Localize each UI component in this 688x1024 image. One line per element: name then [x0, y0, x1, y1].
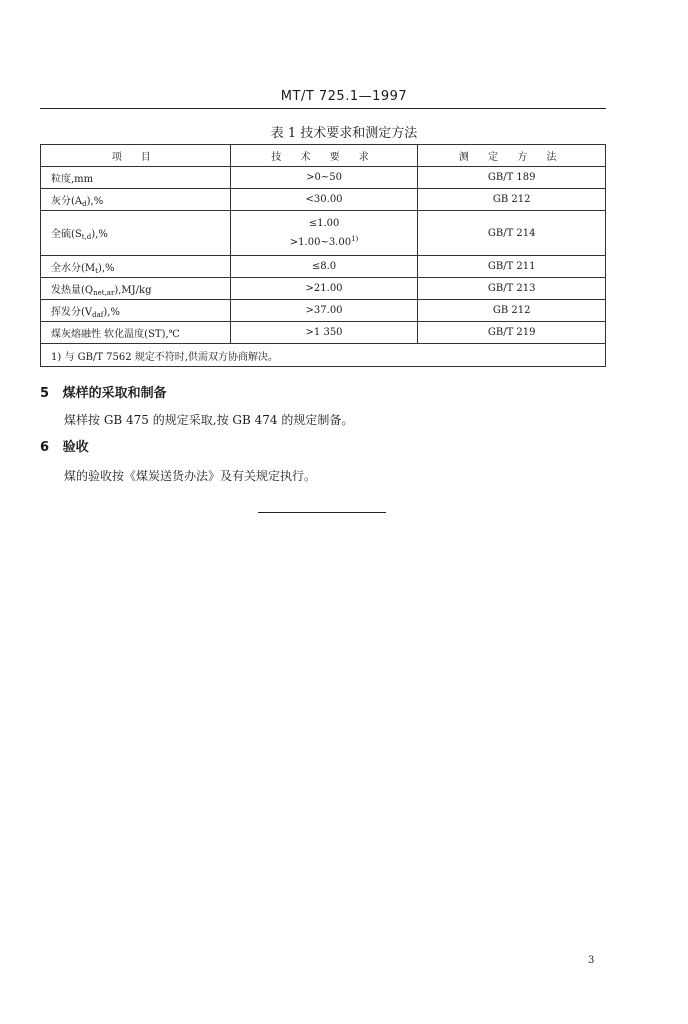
table-row [41, 300, 606, 322]
row-item: 粒度,mm [41, 167, 231, 189]
row-requirement: >1 350 [230, 322, 418, 344]
table-footnote-row [41, 344, 606, 367]
row-item: 煤灰熔融性 软化温度(ST),℃ [41, 322, 231, 344]
header-rule [40, 108, 606, 109]
section-6-body: 煤的验收按《煤炭送货办法》及有关规定执行。 [64, 469, 317, 483]
table-row [41, 278, 606, 300]
row-method: GB/T 219 [418, 322, 606, 344]
row-method: GB/T 189 [418, 167, 606, 189]
table-row [41, 322, 606, 344]
row-method: GB/T 213 [418, 278, 606, 300]
table-row [41, 167, 606, 189]
table-row [41, 256, 606, 278]
section-6-heading [40, 436, 89, 455]
row-method: GB 212 [418, 300, 606, 322]
row-requirement: ≤1.00 $>1.00\sim 3.00^{1)}$ [230, 211, 418, 256]
table-row [41, 189, 606, 211]
row-requirement: >0~50 [230, 167, 418, 189]
row-method: GB 212 [418, 189, 606, 211]
section-6-title: 验收 [62, 440, 89, 455]
section-5-body: 煤样按 GB 475 的规定采取,按 GB 474 的规定制备。 [64, 413, 354, 427]
spec-table [40, 144, 606, 367]
col-header-requirement: 技 术 要 求 [230, 145, 418, 167]
row-requirement: <30.00 [230, 189, 418, 211]
row-item: 全水分$(M_t),\%$ [41, 256, 231, 278]
table-footnote: 1) 与 GB/T 7562 规定不符时,供需双方协商解决。 [41, 344, 606, 367]
row-requirement: >37.00 [230, 300, 418, 322]
end-rule [258, 512, 386, 513]
section-5-heading [40, 382, 167, 401]
col-header-method: 测 定 方 法 [418, 145, 606, 167]
page-number: 3 [588, 955, 595, 966]
document-header: MT/T 725.1—1997 [280, 89, 408, 104]
row-requirement: ≤8.0 [230, 256, 418, 278]
row-requirement: >21.00 [230, 278, 418, 300]
table-row [41, 211, 606, 256]
table-header-row [41, 145, 606, 167]
table-caption: 表 1 技术要求和测定方法 [270, 126, 418, 141]
row-item: 发热量$(Q_{net,ar}),MJ/kg$ [41, 278, 231, 300]
section-5-number: 5 [40, 386, 50, 401]
col-header-item: 项 目 [41, 145, 231, 167]
row-item: 全硫$(S_{t,d}),\%$ [41, 211, 231, 256]
row-method: GB/T 211 [418, 256, 606, 278]
section-5-title: 煤样的采取和制备 [62, 386, 167, 401]
row-item: 灰分$(A_d),\%$ [41, 189, 231, 211]
row-item: 挥发分$(V_{daf}),\%$ [41, 300, 231, 322]
row-method: GB/T 214 [418, 211, 606, 256]
section-6-number: 6 [40, 440, 50, 455]
